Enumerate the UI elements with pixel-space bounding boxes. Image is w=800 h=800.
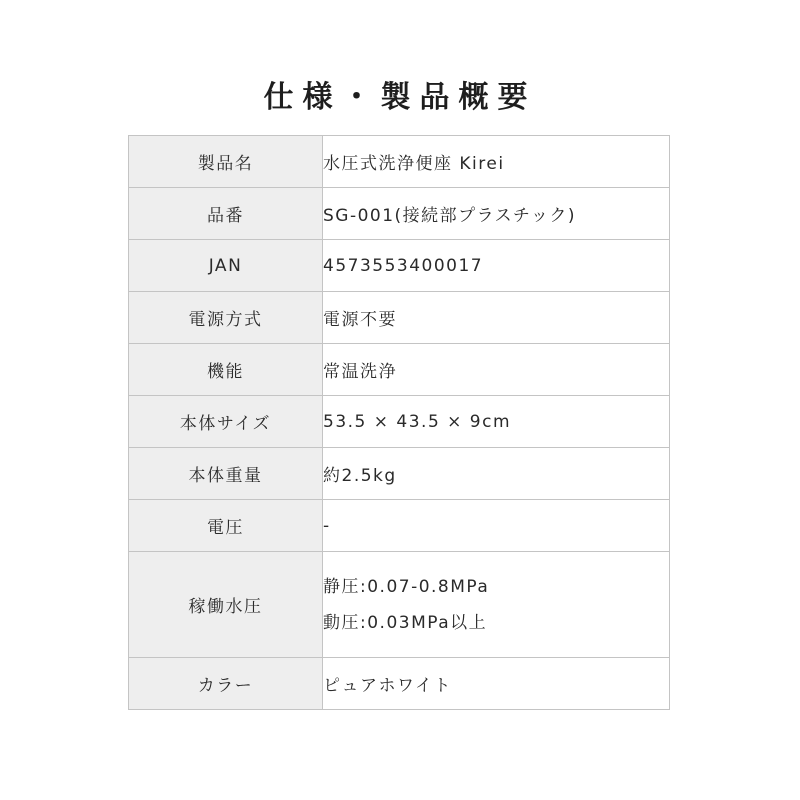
row-value-color: ピュアホワイト xyxy=(323,658,670,710)
row-value-water-pressure xyxy=(323,552,670,658)
row-value-product-name: 水圧式洗浄便座 Kirei xyxy=(323,136,670,188)
row-label-jan: JAN xyxy=(129,240,323,292)
table-row xyxy=(129,500,670,552)
row-label-product-name: 製品名 xyxy=(129,136,323,188)
dynamic-pressure-text: 動圧:0.03MPa以上 xyxy=(323,612,488,633)
row-label-function: 機能 xyxy=(129,344,323,396)
table-row xyxy=(129,292,670,344)
table-row xyxy=(129,344,670,396)
row-label-voltage: 電圧 xyxy=(129,500,323,552)
row-value-function: 常温洗浄 xyxy=(323,344,670,396)
row-label-power-method: 電源方式 xyxy=(129,292,323,344)
static-pressure-text: 静圧:0.07-0.8MPa xyxy=(323,576,490,597)
row-value-body-size: 53.5 × 43.5 × 9cm xyxy=(323,396,670,448)
page-title: 仕様・製品概要 xyxy=(263,80,537,115)
row-value-voltage: - xyxy=(323,500,670,552)
row-value-body-weight: 約2.5kg xyxy=(323,448,670,500)
table-row xyxy=(129,448,670,500)
row-label-body-weight: 本体重量 xyxy=(129,448,323,500)
table-row xyxy=(129,188,670,240)
table-row xyxy=(129,658,670,710)
row-value-power-method: 電源不要 xyxy=(323,292,670,344)
row-value-model-number: SG-001(接続部プラスチック) xyxy=(323,188,670,240)
table-row xyxy=(129,396,670,448)
row-label-water-pressure: 稼働水圧 xyxy=(129,552,323,658)
row-label-color: カラー xyxy=(129,658,323,710)
spec-table xyxy=(128,135,670,710)
table-row xyxy=(129,240,670,292)
table-row xyxy=(129,552,670,658)
row-label-model-number: 品番 xyxy=(129,188,323,240)
row-label-body-size: 本体サイズ xyxy=(129,396,323,448)
row-value-jan: 4573553400017 xyxy=(323,240,670,292)
table-row xyxy=(129,136,670,188)
